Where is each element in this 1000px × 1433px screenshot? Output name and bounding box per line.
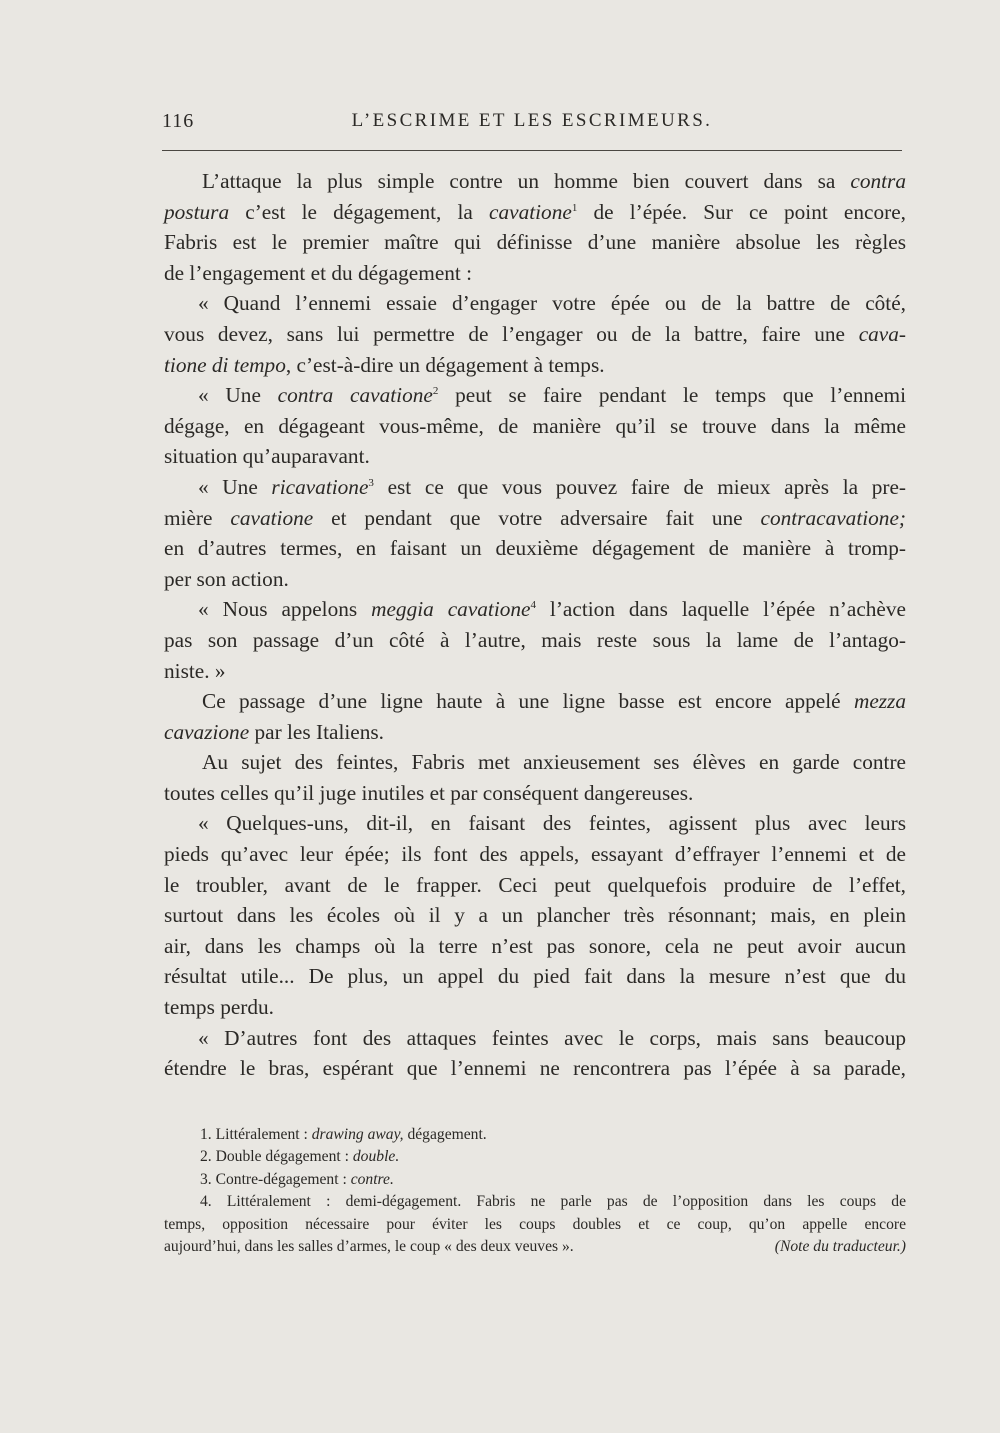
footnote-3: 3. Contre-dégagement : contre. (200, 1170, 394, 1188)
text-line: de l’engagement et du dégagement : (164, 260, 473, 285)
text-line: niste. » (164, 658, 226, 683)
text-line: Fabris est le premier maître qui définisse d’une manière absolue les règles (164, 230, 906, 255)
page-number: 116 (162, 110, 195, 132)
text-line: Au sujet des feintes, Fabris met anxieusement ses élèves en garde contre (202, 750, 906, 775)
text-line: « Une ricavatione$^3$ est ce que vous pouvez faire de mieux après la pre- (198, 474, 906, 499)
text-line: pas son passage d’un côté à l’autre, mais reste sous la lame de l’antago- (164, 627, 906, 652)
header-rule (162, 150, 902, 151)
text-line: L’attaque la plus simple contre un homme bien couvert dans sa contra (202, 169, 906, 193)
text-line: dégage, en dégageant vous-même, de manière qu’il se trouve dans la même (164, 413, 906, 438)
text-line: cavazione par les Italiens. (164, 719, 385, 744)
text-line: toutes celles qu’il juge inutiles et par conséquent dangereuses. (164, 780, 694, 805)
footnote-4-cont: temps, opposition nécessaire pour éviter les coups doubles et ce coup, qu’on appelle encore (164, 1215, 906, 1233)
text-line: air, dans les champs où la terre n’est pas sonore, cela ne peut avoir aucun (164, 933, 906, 958)
footnote-ref: 1 (571, 201, 578, 214)
text-line: résultat utile... De plus, un appel du pied fait dans la mesure n’est que du (164, 964, 906, 989)
text-line: « Une contra cavatione$^2$ peut se faire pendant le temps que l’ennemi (198, 383, 907, 408)
text-line: « Nous appelons meggia cavatione$^4$ l’action dans laquelle l’épée n’achève (198, 597, 906, 622)
running-title: L’ESCRIME ET LES ESCRIMEURS. (351, 110, 713, 131)
footnote-4-end: aujourd’hui, dans les salles d’armes, le coup « des deux veuves ». (Note du traducteur.) (164, 1236, 906, 1258)
text-line: tione di tempo, c’est-à-dire un dégagement à temps. (164, 352, 605, 377)
footnote-2: 2. Double dégagement : double. (200, 1148, 400, 1166)
footnotes (164, 1124, 906, 1258)
footnote-ref: 2 (432, 385, 439, 398)
text-line: temps perdu. (164, 995, 275, 1020)
text-line: « Quelques-uns, dit-il, en faisant des feintes, agissent plus avec leurs (198, 811, 906, 836)
footnote-4: 4. Littéralement : demi-dégagement. Fabris ne parle pas de l’opposition dans les coups de (200, 1193, 906, 1211)
text-line: surtout dans les écoles où il y a un plancher très résonnant; mais, en plein (164, 903, 906, 928)
text-line: le troubler, avant de le frapper. Ceci peut quelquefois produire de l’effet, (164, 872, 906, 897)
text-line: per son action. (164, 566, 289, 591)
text-line: postura c’est le dégagement, la cavatione$^1$ de l’épée. Sur ce point encore, (164, 199, 906, 224)
text-line: vous devez, sans lui permettre de l’engager ou de la battre, faire une cava- (164, 321, 906, 346)
translator-note: (Note du traducteur.) (774, 1238, 906, 1256)
text-line: « Quand l’ennemi essaie d’engager votre épée ou de la battre de côté, (198, 291, 906, 316)
text-line: « D’autres font des attaques feintes avec le corps, mais sans beaucoup (198, 1025, 906, 1050)
text-line: mière cavatione et pendant que votre adversaire fait une contracavatione; (164, 505, 906, 530)
text-line: pieds qu’avec leur épée; ils font des appels, essayant d’effrayer l’ennemi et de (164, 842, 906, 867)
page-header (162, 110, 902, 142)
text-line: Ce passage d’une ligne haute à une ligne basse est encore appelé mezza (202, 689, 906, 714)
footnote-ref: 3 (368, 476, 374, 489)
footnote-ref: 4 (530, 599, 536, 612)
main-text (164, 166, 906, 1084)
footnote-1: 1. Littéralement : drawing away, dégagement. (200, 1126, 487, 1143)
text-line: situation qu’auparavant. (164, 444, 370, 469)
text-line: étendre le bras, espérant que l’ennemi ne rencontrera pas l’épée à sa parade, (164, 1056, 906, 1081)
text-line: en d’autres termes, en faisant un deuxième dégagement de manière à tromp- (164, 536, 906, 561)
